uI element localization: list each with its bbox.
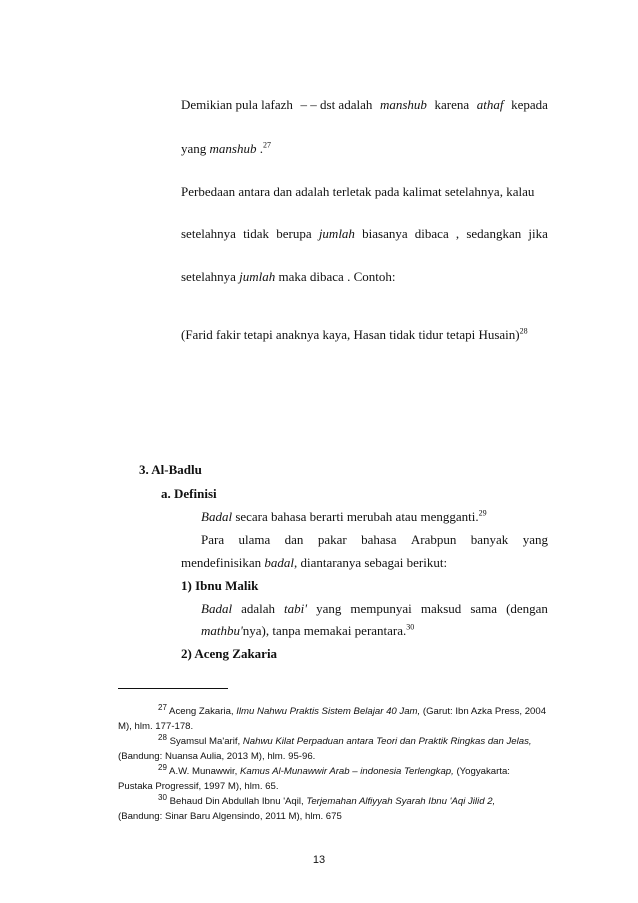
footnote-line: M), hlm. 177-178. bbox=[118, 721, 194, 732]
text-span: karena bbox=[434, 97, 470, 112]
text-span: maksud bbox=[420, 601, 462, 616]
text-span: tidak bbox=[243, 226, 270, 241]
footnote-line bbox=[118, 794, 548, 809]
text-span: Syamsul Ma'arif, bbox=[169, 736, 243, 747]
text-span: Arabpun bbox=[410, 532, 457, 547]
italic-title: Terjemahan Alfiyyah Syarah Ibnu 'Aqi Jilid 2, bbox=[306, 796, 496, 807]
footnote-ref: 30 bbox=[406, 622, 415, 632]
italic-term: jumlah bbox=[318, 226, 355, 241]
text-span: Demikian pula lafazh bbox=[181, 97, 293, 112]
page-number: 13 bbox=[312, 854, 326, 866]
text-span: Aceng Zakaria, bbox=[169, 706, 237, 717]
text-span: setelahnya bbox=[181, 269, 236, 284]
footnote-divider bbox=[118, 688, 228, 689]
text-span: yang bbox=[522, 532, 548, 547]
text-span: biasanya bbox=[362, 226, 408, 241]
text-span: mendefinisikan bbox=[181, 555, 265, 570]
footnote-ref: 28 bbox=[519, 326, 528, 336]
text-span: bahasa bbox=[361, 532, 397, 547]
list-item-heading: 2) Aceng Zakaria bbox=[181, 646, 278, 661]
text-span: setelahnya bbox=[181, 226, 236, 241]
text-span: berupa bbox=[276, 226, 312, 241]
text-span: sama bbox=[470, 601, 498, 616]
italic-term: manshub bbox=[379, 97, 427, 112]
text-span: – – dst adalah bbox=[300, 97, 373, 112]
paragraph-line bbox=[181, 226, 548, 242]
text-span: , bbox=[455, 226, 460, 241]
text-span: (dengan bbox=[506, 601, 548, 616]
text-span: (Farid fakir tetapi anaknya kaya, Hasan tidak tidur tetapi Husain) bbox=[181, 327, 520, 342]
definition-line bbox=[201, 509, 487, 525]
footnote-line bbox=[118, 704, 548, 719]
text-span: dan bbox=[284, 532, 304, 547]
subsection-heading: a. Definisi bbox=[161, 486, 217, 501]
text-span: jika bbox=[528, 226, 548, 241]
italic-term: manshub bbox=[209, 141, 257, 156]
italic-term: badal bbox=[264, 555, 295, 570]
example-translation bbox=[181, 327, 528, 343]
text-span: (Yogyakarta: bbox=[453, 766, 510, 777]
footnote-number: 30 bbox=[158, 792, 167, 802]
text-span: kepada bbox=[511, 97, 548, 112]
text-span: (Garut: Ibn Azka Press, 2004 bbox=[420, 706, 547, 717]
paragraph-line bbox=[181, 141, 271, 157]
italic-term: tabi' bbox=[284, 601, 308, 616]
italic-term: Badal bbox=[201, 509, 233, 524]
paragraph-line bbox=[181, 184, 548, 200]
paragraph-line bbox=[181, 269, 395, 285]
paragraph-line bbox=[181, 555, 447, 571]
footnote-number: 27 bbox=[158, 702, 167, 712]
italic-title: Ilmu Nahwu Praktis Sistem Belajar 40 Jam, bbox=[236, 706, 421, 717]
italic-term: Badal bbox=[201, 601, 233, 616]
footnote-number: 28 bbox=[158, 732, 167, 742]
footnote bbox=[118, 794, 548, 824]
footnote-line bbox=[118, 764, 548, 779]
footnote-ref: 27 bbox=[262, 140, 271, 150]
section-heading: 3. Al-Badlu bbox=[139, 462, 202, 477]
footnote-ref: 29 bbox=[478, 508, 487, 518]
text-span: . bbox=[256, 141, 263, 156]
italic-term: athaf bbox=[476, 97, 504, 112]
text-span: Perbedaan antara dan adalah terletak pada kalimat setelahnya, kalau bbox=[181, 184, 535, 199]
italic-term: mathbu' bbox=[201, 623, 243, 638]
text-span: yang bbox=[316, 601, 342, 616]
footnote bbox=[118, 704, 548, 734]
italic-title: Kamus Al-Munawwir Arab – indonesia Terlengkap, bbox=[239, 766, 454, 777]
footnote bbox=[118, 734, 548, 764]
text-span: secara bahasa berarti merubah atau mengganti. bbox=[232, 509, 479, 524]
list-item-heading: 1) Ibnu Malik bbox=[181, 578, 259, 593]
text-span: sedangkan bbox=[466, 226, 522, 241]
paragraph-line bbox=[181, 97, 548, 113]
text-span: pakar bbox=[317, 532, 347, 547]
paragraph-line bbox=[201, 623, 414, 639]
footnote-line: (Bandung: Sinar Baru Algensindo, 2011 M), hlm. 675 bbox=[118, 811, 342, 822]
text-span: mempunyai bbox=[350, 601, 412, 616]
text-span: dibaca bbox=[414, 226, 449, 241]
footnote bbox=[118, 764, 548, 794]
text-span: , diantaranya sebagai berikut: bbox=[294, 555, 448, 570]
text-span: banyak bbox=[470, 532, 509, 547]
text-span: Para bbox=[201, 532, 225, 547]
footnote-line bbox=[118, 734, 548, 749]
text-span: Behaud Din Abdullah Ibnu 'Aqil, bbox=[169, 796, 307, 807]
text-span: nya), tanpa memakai perantara. bbox=[242, 623, 407, 638]
text-span: ulama bbox=[238, 532, 271, 547]
text-span: maka dibaca . Contoh: bbox=[278, 269, 396, 284]
footnote-line: Pustaka Progressif, 1997 M), hlm. 65. bbox=[118, 781, 279, 792]
text-span: A.W. Munawwir, bbox=[169, 766, 240, 777]
italic-title: Nahwu Kilat Perpaduan antara Teori dan Praktik Ringkas dan Jelas, bbox=[242, 736, 532, 747]
footnote-number: 29 bbox=[158, 762, 167, 772]
text-span: adalah bbox=[241, 601, 276, 616]
text-span: yang bbox=[181, 141, 207, 156]
paragraph-line bbox=[201, 601, 548, 617]
paragraph-line bbox=[201, 532, 548, 548]
italic-term: jumlah bbox=[239, 269, 276, 284]
footnote-line: (Bandung: Nuansa Aulia, 2013 M), hlm. 95-96. bbox=[118, 751, 316, 762]
